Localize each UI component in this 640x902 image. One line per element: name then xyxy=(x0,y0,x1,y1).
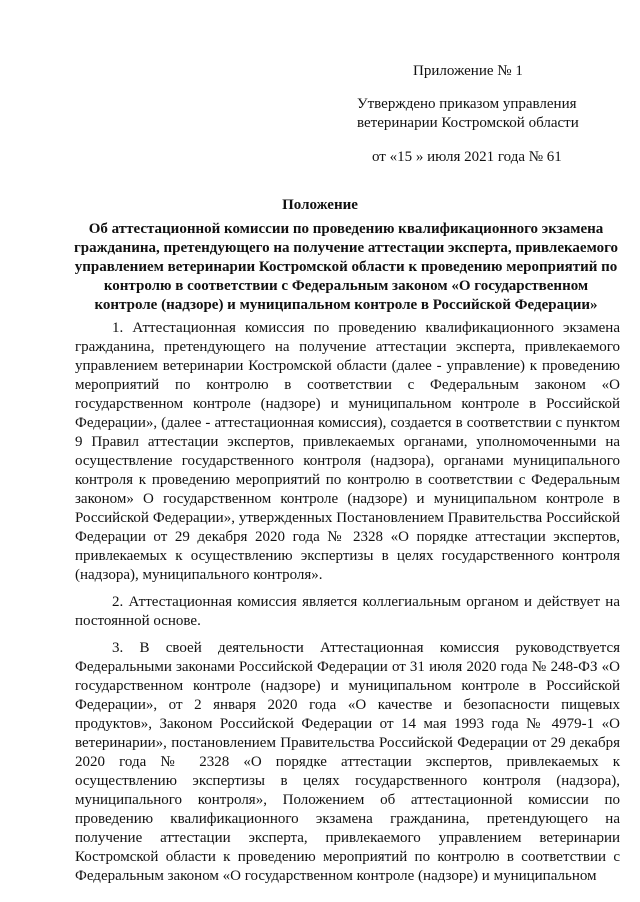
paragraph-1: 1. Аттестационная комиссия по проведению квалификационного экзамена гражданина, претендующего на получение аттестации эксперта, привлекаемого управлением ветеринарии Костромской области (далее - управление) к проведению мероприятий по контролю в соответствии с Федеральным законом «О государственном контроле (надзоре) и муниципальном контроле в Российской Федерации», (далее - аттестационная комиссия), создается в соответствии с пунктом 9 Правил аттестации экспертов, привлекаемых органами, уполномоченными на осуществление государственного контроля (надзора), органами муниципального контроля к проведению мероприятий по контролю в соответствии с Федеральным законом» О государственном контроле (надзоре) и муниципальном контроле в Российской Федерации», утвержденных Постановлением Правительства Российской Федерации от 29 декабря 2020 года № 2328 «О порядке аттестации экспертов, привлекаемых к осуществлению экспертизы в целях государственного контроля (надзора), муниципального контроля». xyxy=(75,320,620,583)
paragraph-3: 3. В своей деятельности Аттестационная комиссия руководствуется Федеральными законами Российской Федерации от 31 июля 2020 года № 248-ФЗ «О государственном контроле (надзоре) и муниципальном контроле в Российской Федерации», от 2 января 2020 года «О качестве и безопасности пищевых продуктов», Законом Российской Федерации от 14 мая 1993 года № 4979-1 «О ветеринарии», постановлением Правительства Российской Федерации от 29 декабря 2020 года № 2328 «О порядке аттестации экспертов, привлекаемых к осуществлению экспертизы в целях государственного контроля (надзора), муниципального контроля», Положением об аттестационной комиссии по проведению квалификационного экзамена гражданина, претендующего на получение аттестации эксперта, привлекаемого управлением ветеринарии Костромской области к проведению мероприятий по контролю в соответствии с Федеральным законом «О государственном контроле (надзоре) и муниципальном xyxy=(75,640,620,884)
paragraph-2: 2. Аттестационная комиссия является коллегиальным органом и действует на постоянной основе. xyxy=(75,594,620,629)
order-date-number: от «15 » июля 2021 года № 61 xyxy=(372,149,562,165)
approval-statement: Утверждено приказом управления ветеринарии Костромской области xyxy=(357,96,579,131)
annex-number: Приложение № 1 xyxy=(413,63,523,79)
document-subtitle: Об аттестационной комиссии по проведению квалификационного экзамена гражданина, претендующего на получение аттестации эксперта, привлекаемого управлением ветеринарии Костромской области к проведению мероприятий по контролю в соответствии с Федеральным законом «О государственном контроле (надзоре) и муниципальном контроле в Российской Федерации» xyxy=(73,221,619,313)
document-body xyxy=(75,319,620,894)
document-title: Положение xyxy=(282,197,358,213)
